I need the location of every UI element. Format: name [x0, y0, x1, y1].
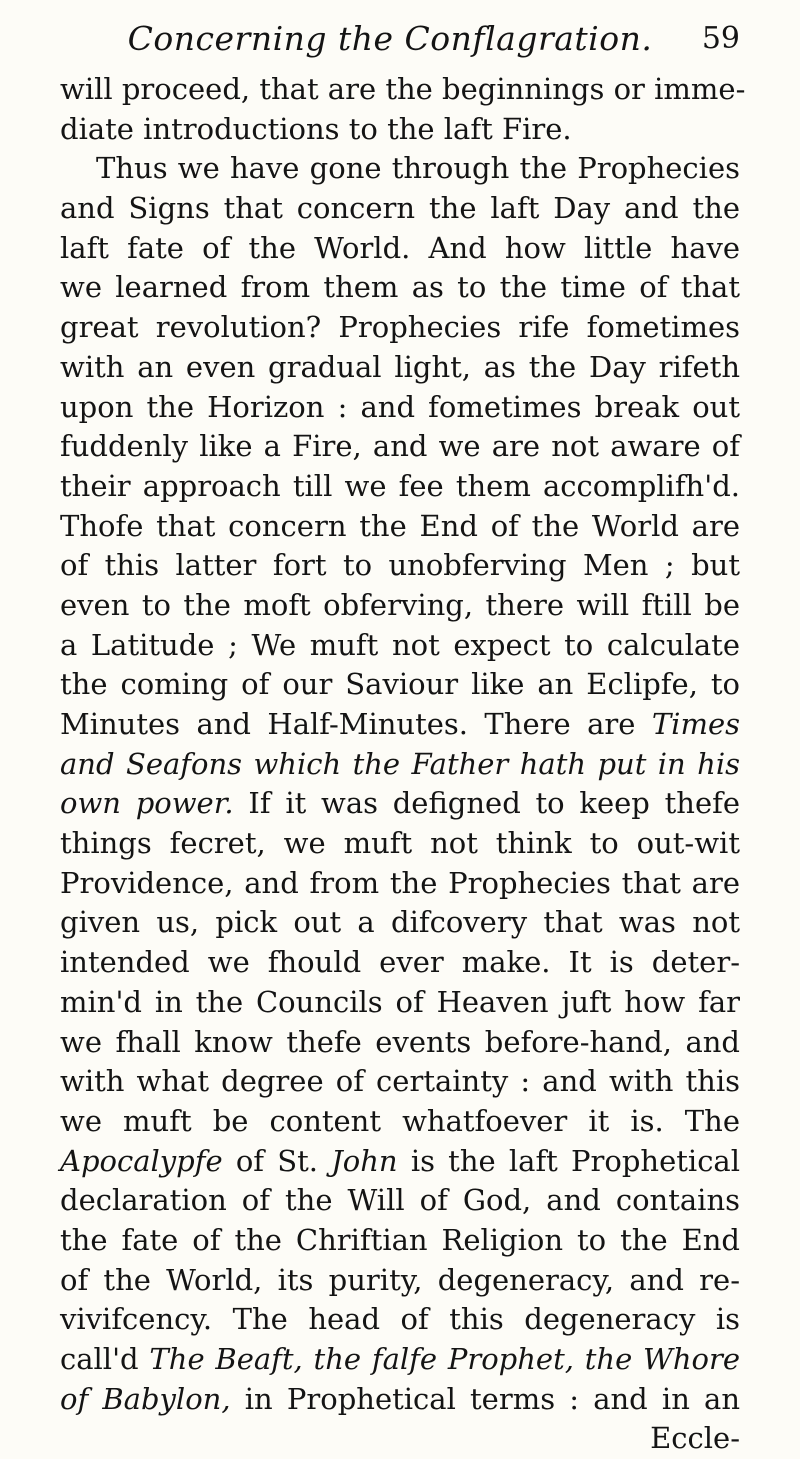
text-line — [60, 1102, 740, 1142]
text-segment: intended we fhould ever make. It is deter- — [60, 945, 740, 980]
italic-text: John — [331, 1143, 398, 1178]
text-segment: min'd in the Councils of Heaven juft how far — [60, 984, 740, 1019]
page-header — [60, 14, 740, 64]
text-segment: Minutes and Half-Minutes. There are — [60, 707, 652, 741]
text-line — [60, 70, 746, 110]
text-line — [60, 665, 740, 705]
page-number: 59 — [701, 21, 740, 56]
body-text — [60, 70, 746, 1459]
text-line — [60, 427, 740, 467]
text-segment: we muft be content whatfoever it is. The — [60, 1103, 740, 1138]
text-line — [60, 586, 740, 626]
text-segment: the coming of our Saviour like an Eclipfe, to — [60, 667, 740, 702]
text-segment: we learned from them as to the time of that — [60, 270, 740, 305]
text-segment: will proceed, that are the beginnings or imme- — [60, 72, 746, 106]
italic-text: and Seafons which the Father hath put in his — [60, 746, 740, 781]
text-line — [60, 189, 740, 229]
text-line — [60, 308, 740, 348]
text-segment: of this latter fort to unobferving Men ; but — [60, 548, 740, 583]
text-line — [60, 1221, 740, 1261]
italic-text: own power. — [60, 786, 234, 821]
text-segment: the fate of the Chriftian Religion to the End — [60, 1222, 740, 1257]
text-line — [60, 348, 740, 388]
text-line — [60, 546, 740, 586]
text-segment: with what degree of certainty : and with this — [60, 1064, 740, 1099]
text-segment: even to the moft obferving, there will ftill be — [60, 587, 740, 622]
text-line — [60, 1419, 740, 1459]
text-line — [60, 507, 740, 547]
text-segment: diate introductions to the laft Fire. — [60, 111, 572, 146]
text-segment: call'd — [60, 1342, 150, 1376]
text-line — [60, 705, 740, 745]
text-segment: we fhall know thefe events before-hand, and — [60, 1024, 740, 1059]
text-segment: of St. — [222, 1143, 332, 1178]
italic-text: Apocalypfe — [60, 1143, 223, 1178]
text-segment: their approach till we fee them accomplifh'd. — [60, 468, 740, 503]
text-line — [60, 983, 740, 1023]
text-line — [60, 1181, 740, 1221]
running-head: Concerning the Conflagration. — [127, 19, 653, 58]
text-line — [60, 943, 740, 983]
text-segment: things fecret, we muft not think to out-wit — [60, 826, 740, 861]
text-line — [60, 149, 740, 189]
text-segment: Thus we have gone through the Prophecies — [96, 151, 740, 186]
text-line — [60, 1261, 740, 1301]
text-line — [60, 268, 740, 308]
text-line — [60, 864, 740, 904]
text-line — [60, 388, 740, 428]
text-line — [60, 1380, 740, 1420]
text-line — [60, 903, 740, 943]
text-segment: vivifcency. The head of this degeneracy is — [60, 1302, 740, 1337]
text-line — [60, 467, 740, 507]
text-line — [60, 229, 740, 269]
text-segment: a Latitude ; We muft not expect to calculate — [60, 627, 740, 662]
text-line — [60, 626, 740, 666]
text-segment: upon the Horizon : and fometimes break out — [60, 389, 740, 424]
text-line — [60, 1340, 740, 1380]
text-line — [60, 110, 740, 150]
text-segment: is the laft Prophetical — [397, 1143, 741, 1178]
text-segment: given us, pick out a difcovery that was not — [60, 905, 740, 940]
text-segment: Providence, and from the Prophecies that are — [60, 865, 740, 900]
text-segment: with an even gradual light, as the Day rifeth — [60, 349, 740, 384]
text-segment: If it was defigned to keep thefe — [233, 786, 740, 821]
text-segment: declaration of the Will of God, and contains — [60, 1183, 740, 1218]
text-segment: fuddenly like a Fire, and we are not aware of — [60, 429, 740, 464]
text-line — [60, 1142, 740, 1182]
text-line — [60, 824, 740, 864]
text-segment: in Prophetical terms : and in an — [230, 1381, 741, 1416]
text-segment: and Signs that concern the laft Day and the — [60, 191, 740, 226]
text-segment: of the World, its purity, degeneracy, and re- — [60, 1262, 740, 1297]
italic-text: The Beaft, the falfe Prophet, the Whore — [149, 1342, 740, 1376]
text-line — [60, 1300, 740, 1340]
text-line — [60, 745, 740, 785]
text-line — [60, 784, 740, 824]
text-line — [60, 1062, 740, 1102]
italic-text: of Babylon, — [60, 1381, 231, 1416]
text-segment: Thofe that concern the End of the World are — [60, 508, 740, 543]
text-line — [60, 1023, 740, 1063]
text-segment: Eccle- — [650, 1421, 740, 1456]
italic-text: Times — [651, 707, 740, 741]
text-segment: great revolution? Prophecies rife fometimes — [60, 310, 740, 345]
text-segment: laft fate of the World. And how little have — [60, 230, 740, 265]
